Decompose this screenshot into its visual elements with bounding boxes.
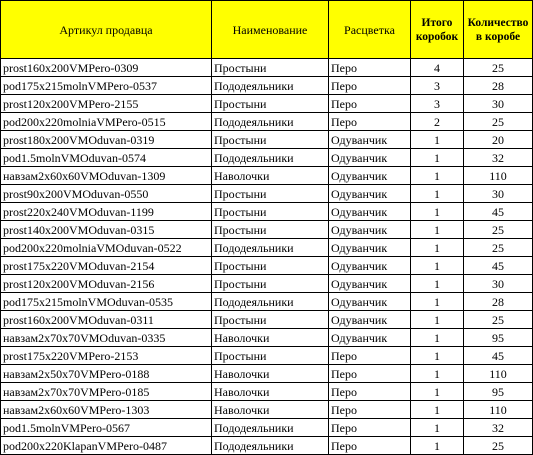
cell-color[interactable]: Перо bbox=[329, 437, 411, 455]
cell-color[interactable]: Одуванчик bbox=[329, 311, 411, 329]
cell-color[interactable]: Одуванчик bbox=[329, 275, 411, 293]
cell-qty-per-box[interactable]: 30 bbox=[464, 95, 533, 113]
cell-name[interactable]: Наволочки bbox=[212, 167, 329, 185]
cell-name[interactable]: Простыни bbox=[212, 185, 329, 203]
cell-qty-per-box[interactable]: 110 bbox=[464, 167, 533, 185]
cell-qty-per-box[interactable]: 95 bbox=[464, 383, 533, 401]
header-label: Количество в коробе bbox=[467, 16, 529, 43]
cell-color[interactable]: Перо bbox=[329, 347, 411, 365]
cell-qty-per-box[interactable]: 20 bbox=[464, 131, 533, 149]
cell-total-boxes[interactable]: 1 bbox=[411, 365, 464, 383]
table-row bbox=[1, 167, 533, 185]
cell-name[interactable]: Простыни bbox=[212, 347, 329, 365]
cell-color[interactable]: Одуванчик bbox=[329, 329, 411, 347]
cell-name[interactable]: Простыни bbox=[212, 131, 329, 149]
cell-qty-per-box[interactable]: 45 bbox=[464, 257, 533, 275]
cell-seller-sku[interactable]: pod1.5molnVMPero-0567 bbox=[1, 419, 212, 437]
cell-seller-sku[interactable]: prost175x220VMOduvan-2154 bbox=[1, 257, 212, 275]
table-row bbox=[1, 203, 533, 221]
cell-seller-sku[interactable]: prost140x200VMOduvan-0315 bbox=[1, 221, 212, 239]
cell-color[interactable]: Перо bbox=[329, 95, 411, 113]
cell-seller-sku[interactable]: навзам2x70x70VMOduvan-0335 bbox=[1, 329, 212, 347]
table-row bbox=[1, 59, 533, 77]
cell-qty-per-box[interactable]: 28 bbox=[464, 77, 533, 95]
cell-name[interactable]: Пододеяльники bbox=[212, 293, 329, 311]
cell-seller-sku[interactable]: prost160x200VMOduvan-0311 bbox=[1, 311, 212, 329]
cell-qty-per-box[interactable]: 25 bbox=[464, 437, 533, 455]
cell-seller-sku[interactable]: prost120x200VMOduvan-2156 bbox=[1, 275, 212, 293]
cell-total-boxes[interactable]: 3 bbox=[411, 95, 464, 113]
table-row bbox=[1, 113, 533, 131]
cell-seller-sku[interactable]: pod200x220molniaVMPero-0515 bbox=[1, 113, 212, 131]
cell-total-boxes[interactable]: 1 bbox=[411, 239, 464, 257]
table-row bbox=[1, 131, 533, 149]
cell-name[interactable]: Наволочки bbox=[212, 383, 329, 401]
header-row bbox=[1, 1, 533, 59]
table-row bbox=[1, 185, 533, 203]
cell-total-boxes[interactable]: 1 bbox=[411, 419, 464, 437]
header-cell-seller-sku[interactable] bbox=[1, 1, 212, 59]
cell-qty-per-box[interactable]: 25 bbox=[464, 239, 533, 257]
cell-seller-sku[interactable]: prost120x200VMPero-2155 bbox=[1, 95, 212, 113]
cell-qty-per-box[interactable]: 95 bbox=[464, 329, 533, 347]
cell-name[interactable]: Пододеяльники bbox=[212, 77, 329, 95]
cell-seller-sku[interactable]: pod200x220KlapanVMPero-0487 bbox=[1, 437, 212, 455]
table-row bbox=[1, 149, 533, 167]
cell-name[interactable]: Пододеяльники bbox=[212, 437, 329, 455]
cell-seller-sku[interactable]: prost220x240VMOduvan-1199 bbox=[1, 203, 212, 221]
table-row bbox=[1, 311, 533, 329]
cell-color[interactable]: Одуванчик bbox=[329, 221, 411, 239]
cell-qty-per-box[interactable]: 30 bbox=[464, 185, 533, 203]
cell-qty-per-box[interactable]: 28 bbox=[464, 293, 533, 311]
cell-seller-sku[interactable]: навзам2x60x60VMOduvan-1309 bbox=[1, 167, 212, 185]
header-label: Итого коробок bbox=[415, 16, 459, 43]
cell-name[interactable]: Пододеяльники bbox=[212, 239, 329, 257]
table-row bbox=[1, 347, 533, 365]
cell-color[interactable]: Перо bbox=[329, 77, 411, 95]
cell-name[interactable]: Простыни bbox=[212, 311, 329, 329]
cell-color[interactable]: Перо bbox=[329, 401, 411, 419]
cell-color[interactable]: Одуванчик bbox=[329, 239, 411, 257]
cell-color[interactable]: Перо bbox=[329, 383, 411, 401]
cell-total-boxes[interactable]: 1 bbox=[411, 293, 464, 311]
cell-total-boxes[interactable]: 1 bbox=[411, 437, 464, 455]
cell-qty-per-box[interactable]: 45 bbox=[464, 203, 533, 221]
table-row bbox=[1, 365, 533, 383]
cell-seller-sku[interactable]: навзам2x70x70VMPero-0185 bbox=[1, 383, 212, 401]
cell-color[interactable]: Одуванчик bbox=[329, 149, 411, 167]
cell-seller-sku[interactable]: навзам2x50x70VMPero-0188 bbox=[1, 365, 212, 383]
cell-color[interactable]: Перо bbox=[329, 113, 411, 131]
table-row bbox=[1, 437, 533, 455]
cell-name[interactable]: Простыни bbox=[212, 95, 329, 113]
cell-color[interactable]: Одуванчик bbox=[329, 131, 411, 149]
cell-color[interactable]: Одуванчик bbox=[329, 293, 411, 311]
table-row bbox=[1, 95, 533, 113]
table-row bbox=[1, 401, 533, 419]
cell-seller-sku[interactable]: pod200x220molniaVMOduvan-0522 bbox=[1, 239, 212, 257]
cell-color[interactable]: Перо bbox=[329, 365, 411, 383]
header-cell-name[interactable] bbox=[212, 1, 329, 59]
cell-color[interactable]: Одуванчик bbox=[329, 257, 411, 275]
table-row bbox=[1, 383, 533, 401]
cell-total-boxes[interactable]: 1 bbox=[411, 401, 464, 419]
cell-name[interactable]: Наволочки bbox=[212, 329, 329, 347]
cell-total-boxes[interactable]: 1 bbox=[411, 311, 464, 329]
table-row bbox=[1, 257, 533, 275]
table-row bbox=[1, 329, 533, 347]
cell-total-boxes[interactable]: 4 bbox=[411, 59, 464, 77]
cell-color[interactable]: Перо bbox=[329, 419, 411, 437]
cell-qty-per-box[interactable]: 110 bbox=[464, 401, 533, 419]
cell-qty-per-box[interactable]: 45 bbox=[464, 347, 533, 365]
cell-color[interactable]: Одуванчик bbox=[329, 167, 411, 185]
cell-name[interactable]: Наволочки bbox=[212, 401, 329, 419]
cell-qty-per-box[interactable]: 25 bbox=[464, 59, 533, 77]
cell-name[interactable]: Простыни bbox=[212, 59, 329, 77]
cell-total-boxes[interactable]: 1 bbox=[411, 329, 464, 347]
cell-qty-per-box[interactable]: 30 bbox=[464, 275, 533, 293]
cell-color[interactable]: Одуванчик bbox=[329, 203, 411, 221]
cell-qty-per-box[interactable]: 25 bbox=[464, 113, 533, 131]
header-label: Расцветка bbox=[344, 22, 395, 37]
cell-total-boxes[interactable]: 1 bbox=[411, 383, 464, 401]
table-row bbox=[1, 239, 533, 257]
cell-name[interactable]: Пододеяльники bbox=[212, 149, 329, 167]
cell-qty-per-box[interactable]: 25 bbox=[464, 221, 533, 239]
cell-name[interactable]: Простыни bbox=[212, 221, 329, 239]
cell-seller-sku[interactable]: prost180x200VMOduvan-0319 bbox=[1, 131, 212, 149]
cell-name[interactable]: Наволочки bbox=[212, 365, 329, 383]
cell-qty-per-box[interactable]: 32 bbox=[464, 149, 533, 167]
cell-seller-sku[interactable]: pod175x215molnVMPero-0537 bbox=[1, 77, 212, 95]
table-row bbox=[1, 419, 533, 437]
table-row bbox=[1, 77, 533, 95]
table-row bbox=[1, 221, 533, 239]
header-cell-color[interactable] bbox=[329, 1, 411, 59]
cell-seller-sku[interactable]: pod175x215molnVMOduvan-0535 bbox=[1, 293, 212, 311]
cell-total-boxes[interactable]: 1 bbox=[411, 167, 464, 185]
cell-total-boxes[interactable]: 2 bbox=[411, 113, 464, 131]
table-row bbox=[1, 293, 533, 311]
cell-seller-sku[interactable]: prost175x220VMPero-2153 bbox=[1, 347, 212, 365]
cell-color[interactable]: Одуванчик bbox=[329, 185, 411, 203]
cell-seller-sku[interactable]: навзам2x60x60VMPero-1303 bbox=[1, 401, 212, 419]
header-label: Артикул продавца bbox=[59, 22, 153, 37]
cell-total-boxes[interactable]: 3 bbox=[411, 77, 464, 95]
header-cell-qty-per-box[interactable] bbox=[464, 1, 533, 59]
cell-seller-sku[interactable]: pod1.5molnVMOduvan-0574 bbox=[1, 149, 212, 167]
cell-name[interactable]: Простыни bbox=[212, 275, 329, 293]
cell-name[interactable]: Пододеяльники bbox=[212, 113, 329, 131]
cell-color[interactable]: Перо bbox=[329, 59, 411, 77]
cell-total-boxes[interactable]: 1 bbox=[411, 185, 464, 203]
cell-name[interactable]: Пододеяльники bbox=[212, 419, 329, 437]
header-cell-total-boxes[interactable] bbox=[411, 1, 464, 59]
cell-qty-per-box[interactable]: 32 bbox=[464, 419, 533, 437]
header-label: Наименование bbox=[232, 22, 308, 37]
cell-seller-sku[interactable]: prost90x200VMOduvan-0550 bbox=[1, 185, 212, 203]
cell-total-boxes[interactable]: 1 bbox=[411, 149, 464, 167]
cell-total-boxes[interactable]: 1 bbox=[411, 203, 464, 221]
cell-name[interactable]: Простыни bbox=[212, 203, 329, 221]
cell-qty-per-box[interactable]: 110 bbox=[464, 365, 533, 383]
cell-total-boxes[interactable]: 1 bbox=[411, 275, 464, 293]
cell-seller-sku[interactable]: prost160x200VMPero-0309 bbox=[1, 59, 212, 77]
cell-total-boxes[interactable]: 1 bbox=[411, 131, 464, 149]
cell-total-boxes[interactable]: 1 bbox=[411, 347, 464, 365]
cell-qty-per-box[interactable]: 25 bbox=[464, 311, 533, 329]
cell-total-boxes[interactable]: 1 bbox=[411, 221, 464, 239]
table-row bbox=[1, 275, 533, 293]
cell-total-boxes[interactable]: 1 bbox=[411, 257, 464, 275]
cell-name[interactable]: Простыни bbox=[212, 257, 329, 275]
